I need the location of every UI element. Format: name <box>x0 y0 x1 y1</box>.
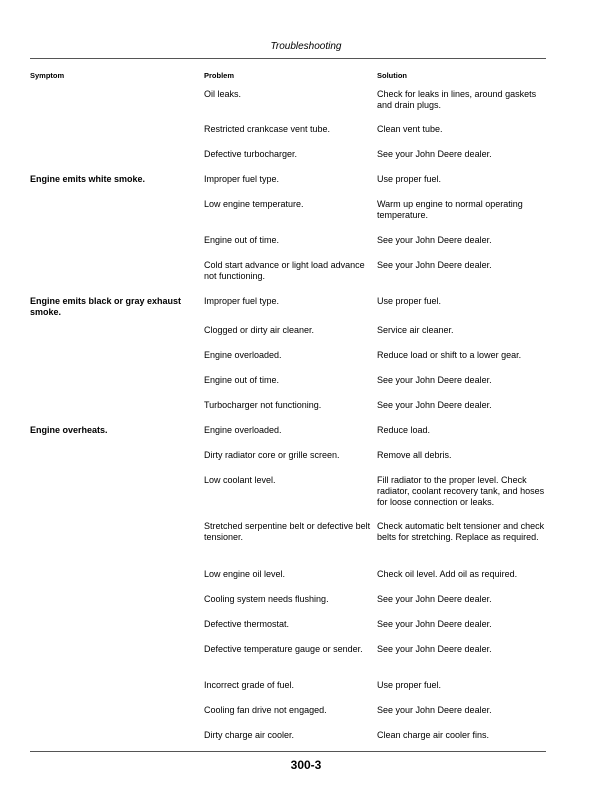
problem-cell: Cooling system needs flushing. <box>204 594 329 604</box>
solution-cell: Reduce load or shift to a lower gear. <box>377 350 522 360</box>
solution-cell: See your John Deere dealer. <box>377 375 492 385</box>
page-number: 300-3 <box>290 758 322 772</box>
symptom-cell: Engine emits white smoke. <box>30 174 146 184</box>
solution-cell: See your John Deere dealer. <box>377 619 492 629</box>
solution-cell: Remove all debris. <box>377 450 452 460</box>
symptom-cell: Engine emits black or gray exhaust smoke. <box>30 296 182 317</box>
solution-cell: See your John Deere dealer. <box>377 235 492 245</box>
problem-cell: Restricted crankcase vent tube. <box>204 124 331 134</box>
solution-cell: Check automatic belt tensioner and check belts for stretching. Replace as required. <box>377 521 545 542</box>
solution-cell: Fill radiator to the proper level. Check radiator, coolant recovery tank, and hoses for loose connection or leaks. <box>377 475 545 507</box>
problem-cell: Low coolant level. <box>204 475 276 485</box>
header-rule <box>30 58 546 59</box>
solution-cell: Use proper fuel. <box>377 174 442 184</box>
problem-cell: Improper fuel type. <box>204 296 280 306</box>
problem-cell: Defective temperature gauge or sender. <box>204 644 363 654</box>
column-header-solution: Solution <box>377 71 407 80</box>
problem-cell: Low engine oil level. <box>204 569 286 579</box>
problem-cell: Cold start advance or light load advance not functioning. <box>204 260 365 281</box>
problem-cell: Incorrect grade of fuel. <box>204 680 295 690</box>
symptom-cell: Engine overheats. <box>30 425 108 435</box>
problem-cell: Dirty radiator core or grille screen. <box>204 450 340 460</box>
problem-cell: Engine out of time. <box>204 235 280 245</box>
solution-cell: See your John Deere dealer. <box>377 149 492 159</box>
problem-cell: Cooling fan drive not engaged. <box>204 705 327 715</box>
problem-cell: Engine overloaded. <box>204 425 282 435</box>
solution-cell: Service air cleaner. <box>377 325 454 335</box>
problem-cell: Engine overloaded. <box>204 350 282 360</box>
solution-cell: See your John Deere dealer. <box>377 260 492 270</box>
solution-cell: Check oil level. Add oil as required. <box>377 569 518 579</box>
problem-cell: Defective thermostat. <box>204 619 290 629</box>
solution-cell: Check for leaks in lines, around gaskets and drain plugs. <box>377 89 537 110</box>
problem-cell: Oil leaks. <box>204 89 242 99</box>
problem-cell: Clogged or dirty air cleaner. <box>204 325 315 335</box>
solution-cell: See your John Deere dealer. <box>377 705 492 715</box>
solution-cell: Clean charge air cooler fins. <box>377 730 490 740</box>
running-head: Troubleshooting <box>270 41 342 52</box>
problem-cell: Stretched serpentine belt or defective belt tensioner. <box>204 521 371 542</box>
solution-cell: Use proper fuel. <box>377 296 442 306</box>
solution-cell: Use proper fuel. <box>377 680 442 690</box>
solution-cell: See your John Deere dealer. <box>377 594 492 604</box>
solution-cell: Warm up engine to normal operating temperature. <box>377 199 523 220</box>
problem-cell: Defective turbocharger. <box>204 149 298 159</box>
solution-cell: See your John Deere dealer. <box>377 644 492 654</box>
column-header-symptom: Symptom <box>30 71 65 80</box>
column-header-problem: Problem <box>204 71 235 80</box>
footer-rule <box>30 751 546 752</box>
problem-cell: Improper fuel type. <box>204 174 280 184</box>
solution-cell: Reduce load. <box>377 425 431 435</box>
problem-cell: Dirty charge air cooler. <box>204 730 295 740</box>
problem-cell: Engine out of time. <box>204 375 280 385</box>
solution-cell: Clean vent tube. <box>377 124 443 134</box>
problem-cell: Low engine temperature. <box>204 199 304 209</box>
problem-cell: Turbocharger not functioning. <box>204 400 322 410</box>
solution-cell: See your John Deere dealer. <box>377 400 492 410</box>
